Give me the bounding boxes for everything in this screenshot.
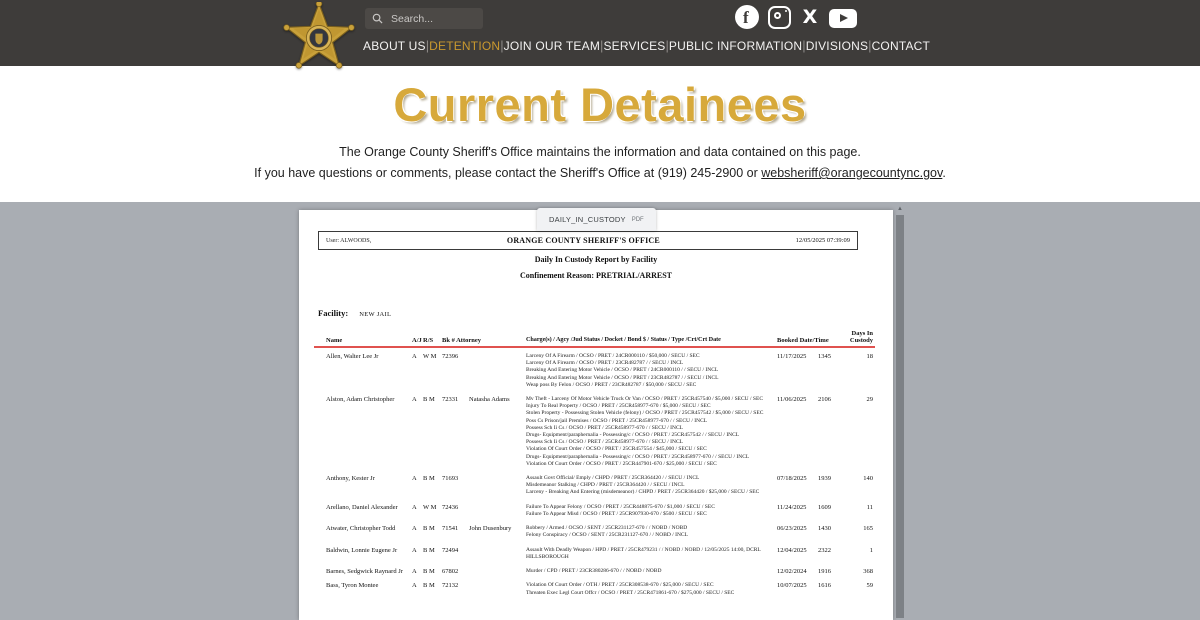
- table-header-rule: [314, 346, 875, 348]
- charge-line: Assault With Deadly Weapon / HPD / PRET / 25CR479231 / / NOBD / NOBD / 12/05/2025 14:00, DCRL HILLSBOROUGH: [526, 546, 761, 560]
- detainee-aj: A: [412, 475, 417, 483]
- detainee-booked-time: 2106: [818, 396, 831, 404]
- nav-public-information[interactable]: PUBLIC INFORMATION: [668, 38, 803, 53]
- detainee-booking-number: 71693: [442, 475, 459, 483]
- nav-services[interactable]: SERVICES: [603, 38, 666, 53]
- pdf-filename: DAILY_IN_CUSTODY: [549, 215, 626, 224]
- detainee-charge-list: [526, 353, 777, 389]
- detainee-aj: A: [412, 503, 417, 511]
- charge-line: Weap poss By Felon / OCSO / PRET / 23CR482787 / $50,000 / SECU / SEC: [526, 381, 697, 388]
- charge-line: Poss Cs Prison/jail Premises / OCSO / PRET / 25CR458977-670 / / SECU / INCL: [526, 417, 708, 424]
- detainee-name: Allen, Walter Lee Jr: [326, 353, 379, 361]
- detainee-charge-list: [526, 547, 777, 561]
- detainee-name: Arellano, Daniel Alexander: [326, 503, 398, 511]
- nav-separator: |: [868, 38, 872, 53]
- report-generated-timestamp: 12/05/2025 07:39:09: [795, 237, 850, 244]
- detainee-attorney: John Dusenbury: [469, 525, 512, 533]
- intro-line-2-period: .: [942, 166, 946, 180]
- charge-line: Stolen Property - Possessing Stolen Vehicle (felony) / OCSO / PRET / 25CR457542 / $5,000 / SECU / SEC: [526, 410, 764, 417]
- detainee-booked-time: 1430: [818, 525, 831, 533]
- col-header-bk-attorney: Bk # Attorney: [442, 337, 481, 345]
- charge-line: Larceny Of A Firearm / OCSO / PRET / 23CR482787 / / SECU / INCL: [526, 360, 684, 367]
- detainee-booked-time: 1345: [818, 353, 831, 361]
- detainee-charge-list: [526, 582, 777, 596]
- nav-contact[interactable]: CONTACT: [871, 38, 931, 53]
- detainee-days-in-custody: 165: [863, 525, 873, 533]
- charge-line: Threaten Exec Legl Court Offcr / OCSO / PRET / 25CR471861-670 / $275,000 / SECU / SEC: [526, 589, 735, 596]
- detainee-booked-time: 1616: [818, 582, 831, 590]
- detainee-days-in-custody: 59: [866, 582, 873, 590]
- detainee-charge-list: [526, 396, 777, 468]
- social-links: [735, 4, 857, 30]
- col-header-rs: R/S: [423, 337, 434, 345]
- detainee-booking-number: 72494: [442, 546, 459, 554]
- detainee-row: [299, 568, 893, 575]
- table-header-row: [299, 330, 893, 344]
- detainee-name: Barnes, Sedgwick Raynard Jr: [326, 567, 403, 575]
- facility-line: [318, 303, 893, 321]
- detainee-booked-date: 12/04/2025: [777, 546, 807, 554]
- charge-line: Assault Govt Official/ Emply / CHPD / PRET / 25CR364420 / / SECU / INCL: [526, 475, 700, 482]
- charge-line: Breaking And Entering Motor Vehicle / OCSO / PRET / 24CR000110 / / SECU / INCL: [526, 367, 719, 374]
- report-user: User: ALWOODS,: [326, 237, 372, 244]
- detainee-booked-time: 1916: [818, 567, 831, 575]
- site-header: [0, 0, 1200, 66]
- intro-line-2: [0, 166, 1200, 180]
- sheriff-star-icon: [283, 2, 355, 74]
- nav-join-our-team[interactable]: JOIN OUR TEAM: [503, 38, 601, 53]
- detainee-aj: A: [412, 567, 417, 575]
- scrollbar-thumb[interactable]: [896, 215, 904, 618]
- detainee-row: [299, 547, 893, 561]
- col-header-booked: Booked Date/Time: [777, 337, 829, 345]
- sheriff-badge-logo[interactable]: [283, 2, 355, 74]
- nav-about-us[interactable]: ABOUT US: [363, 38, 426, 53]
- charge-line: Violation Of Court Order / OCSO / PRET / 25CR457554 / $45,000 / SECU / SEC: [526, 446, 707, 453]
- detainee-race-sex: B M: [423, 567, 435, 575]
- detainee-aj: A: [412, 353, 417, 361]
- nav-detention[interactable]: DETENTION: [429, 38, 501, 53]
- col-header-aj: A/J: [412, 337, 422, 345]
- report-title: Daily In Custody Report by Facility: [534, 255, 658, 264]
- detainee-booking-number: 72436: [442, 503, 459, 511]
- detainee-days-in-custody: 18: [866, 353, 873, 361]
- detainee-booking-number: 72396: [442, 353, 459, 361]
- col-header-name: Name: [326, 337, 343, 345]
- detainee-charge-list: [526, 475, 777, 497]
- pdf-filetype-badge: PDF: [631, 216, 644, 223]
- intro-section: [0, 66, 1200, 202]
- facebook-icon[interactable]: f: [735, 5, 759, 29]
- charge-line: Failure To Appear Felony / OCSO / PRET / 25CR448875-670 / $1,000 / SECU / SEC: [526, 503, 715, 510]
- detainee-name: Atwater, Christopher Todd: [326, 525, 396, 533]
- header-inner: [283, 0, 931, 66]
- charge-line: Drugs- Equipment/paraphernalia - Possessing/c / OCSO / PRET / 25CR457542 / / SECU / INCL: [526, 432, 740, 439]
- detainee-name: Bass, Tyron Montee: [326, 582, 379, 590]
- detainee-row: [299, 504, 893, 518]
- facility-value: NEW JAIL: [359, 311, 392, 318]
- x-twitter-icon[interactable]: X: [802, 6, 818, 28]
- detainee-name: Anthony, Kester Jr: [326, 475, 375, 483]
- nav-separator: |: [600, 38, 604, 53]
- charge-line: Robbery / Armed / OCSO / SENT / 25CR231127-670 / / NOBD / NOBD: [526, 525, 688, 532]
- detainee-name: Alston, Adam Christopher: [326, 396, 395, 404]
- detainee-race-sex: B M: [423, 475, 435, 483]
- detainee-booked-date: 06/23/2025: [777, 525, 807, 533]
- intro-line-2-text: If you have questions or comments, please contact the Sheriff's Office at (919) 245-2900 or: [254, 166, 762, 180]
- detainee-charge-list: [526, 504, 777, 518]
- detainee-booking-number: 72331: [442, 396, 459, 404]
- detainee-row: [299, 396, 893, 468]
- detainee-booked-date: 11/17/2025: [777, 353, 807, 361]
- pdf-page: [299, 210, 893, 620]
- nav-divisions[interactable]: DIVISIONS: [805, 38, 869, 53]
- scroll-up-arrow-icon[interactable]: ▲: [897, 206, 903, 212]
- charge-line: Misdemeanor Stalking / CHPD / PRET / 25CR364420 / / SECU / INCL: [526, 482, 685, 489]
- detainee-row: [299, 353, 893, 389]
- detainee-days-in-custody: 140: [863, 475, 873, 483]
- charge-line: Murder / CPD / PRET / 23CR380286-670 / / NOBD / NOBD: [526, 567, 662, 574]
- detainee-booked-date: 12/02/2024: [777, 567, 807, 575]
- charge-line: Breaking And Entering Motor Vehicle / OCSO / PRET / 23CR482787 / / SECU / INCL: [526, 374, 719, 381]
- detainee-booking-number: 72132: [442, 582, 459, 590]
- charge-line: Larceny - Breaking And Entering (misdemeanor) / CHPD / PRET / 25CR364420 / $25,000 / SECU / SEC: [526, 489, 760, 496]
- col-header-days-in-custody: Days In Custody: [849, 330, 873, 345]
- charge-line: Violation Of Court Order / OTH / PRET / 25CR308538-670 / $25,000 / SECU / SEC: [526, 582, 714, 589]
- search-box[interactable]: [365, 8, 483, 29]
- pdf-scrollbar[interactable]: [895, 202, 905, 620]
- detainee-booked-date: 11/24/2025: [777, 503, 807, 511]
- instagram-icon[interactable]: [768, 6, 791, 29]
- detainee-aj: A: [412, 525, 417, 533]
- detainee-booked-date: 10/07/2025: [777, 582, 807, 590]
- pdf-filename-tab[interactable]: [537, 208, 656, 231]
- detainee-row: [299, 525, 893, 539]
- detainee-days-in-custody: 11: [866, 503, 873, 511]
- charge-line: Violation Of Court Order / OCSO / PRET / 25CR447901-670 / $25,000 / SECU / SEC: [526, 460, 717, 467]
- detainee-aj: A: [412, 396, 417, 404]
- detainee-race-sex: B M: [423, 525, 435, 533]
- detainee-name: Baldwin, Lonnie Eugene Jr: [326, 546, 398, 554]
- detainee-booked-time: 2322: [818, 546, 831, 554]
- search-input[interactable]: [389, 12, 476, 26]
- youtube-icon[interactable]: [829, 9, 857, 28]
- page-title: Current Detainees: [393, 78, 807, 131]
- main-nav: [363, 38, 931, 53]
- detainee-booked-date: 07/18/2025: [777, 475, 807, 483]
- nav-separator: |: [500, 38, 504, 53]
- detainee-attorney: Natasha Adams: [469, 396, 510, 404]
- detainee-days-in-custody: 1: [869, 546, 873, 554]
- detainee-aj: A: [412, 546, 417, 554]
- detainee-row: [299, 582, 893, 596]
- charge-line: Mv Theft - Larceny Of Motor Vehicle Truck Or Van / OCSO / PRET / 25CR457540 / $5,000 / SECU / SEC: [526, 396, 764, 403]
- col-header-charges: Charge(s) / Agcy /Jud Status / Docket / Bond $ / Status / Type /Crt/Crt Date: [526, 336, 721, 344]
- detainee-rows: [299, 353, 893, 597]
- detainee-booked-date: 11/06/2025: [777, 396, 807, 404]
- charge-line: Larceny Of A Firearm / OCSO / PRET / 24CR000110 / $50,000 / SECU / SEC: [526, 353, 700, 360]
- intro-line-1: The Orange County Sheriff's Office maintains the information and data contained on this page.: [339, 145, 861, 159]
- nav-separator: |: [802, 38, 806, 53]
- detainee-booking-number: 67802: [442, 567, 459, 575]
- charge-line: Injury To Real Property / OCSO / PRET / 25CR458977-670 / $5,000 / SECU / SEC: [526, 403, 711, 410]
- detainee-aj: A: [412, 582, 417, 590]
- detainee-race-sex: B M: [423, 396, 435, 404]
- websheriff-email-link[interactable]: websheriff@orangecountync.gov: [761, 166, 943, 180]
- detainee-race-sex: W M: [423, 503, 437, 511]
- nav-separator: |: [425, 38, 430, 53]
- charge-line: Possess Sch Ii Cs / OCSO / PRET / 25CR458977-670 / / SECU / INCL: [526, 439, 683, 446]
- detainee-race-sex: B M: [423, 546, 435, 554]
- detainee-row: [299, 475, 893, 497]
- report-header-box: [318, 231, 858, 250]
- detainee-booking-number: 71541: [442, 525, 459, 533]
- detainee-charge-list: [526, 525, 777, 539]
- charge-line: Felony Conspiracy / OCSO / SENT / 25CR231127-670 / / NOBD / INCL: [526, 532, 688, 539]
- nav-separator: |: [665, 38, 669, 53]
- detainee-days-in-custody: 368: [863, 567, 873, 575]
- charge-line: Failure To Appear Misd / OCSO / PRET / 25CR907930-670 / $500 / SECU / SEC: [526, 510, 707, 517]
- report-confinement-reason: Confinement Reason: PRETRIAL/ARREST: [519, 271, 672, 280]
- charge-line: Drugs- Equipment/paraphernalia - Possessing/c / OCSO / PRET / 25CR458977-670 / / SECU / INCL: [526, 453, 750, 460]
- search-icon: [372, 13, 383, 24]
- charge-line: Possess Sch Ii Cs / OCSO / PRET / 25CR458977-670 / / SECU / INCL: [526, 424, 683, 431]
- detainee-booked-time: 1939: [818, 475, 831, 483]
- facility-label: Facility:: [318, 308, 349, 318]
- detainee-race-sex: B M: [423, 582, 435, 590]
- pdf-viewer: [0, 202, 1200, 620]
- detainee-booked-time: 1609: [818, 503, 831, 511]
- report-office-title: ORANGE COUNTY SHERIFF'S OFFICE: [506, 236, 660, 245]
- detainee-race-sex: W M: [423, 353, 437, 361]
- detainee-charge-list: [526, 568, 777, 575]
- detainee-days-in-custody: 29: [866, 396, 873, 404]
